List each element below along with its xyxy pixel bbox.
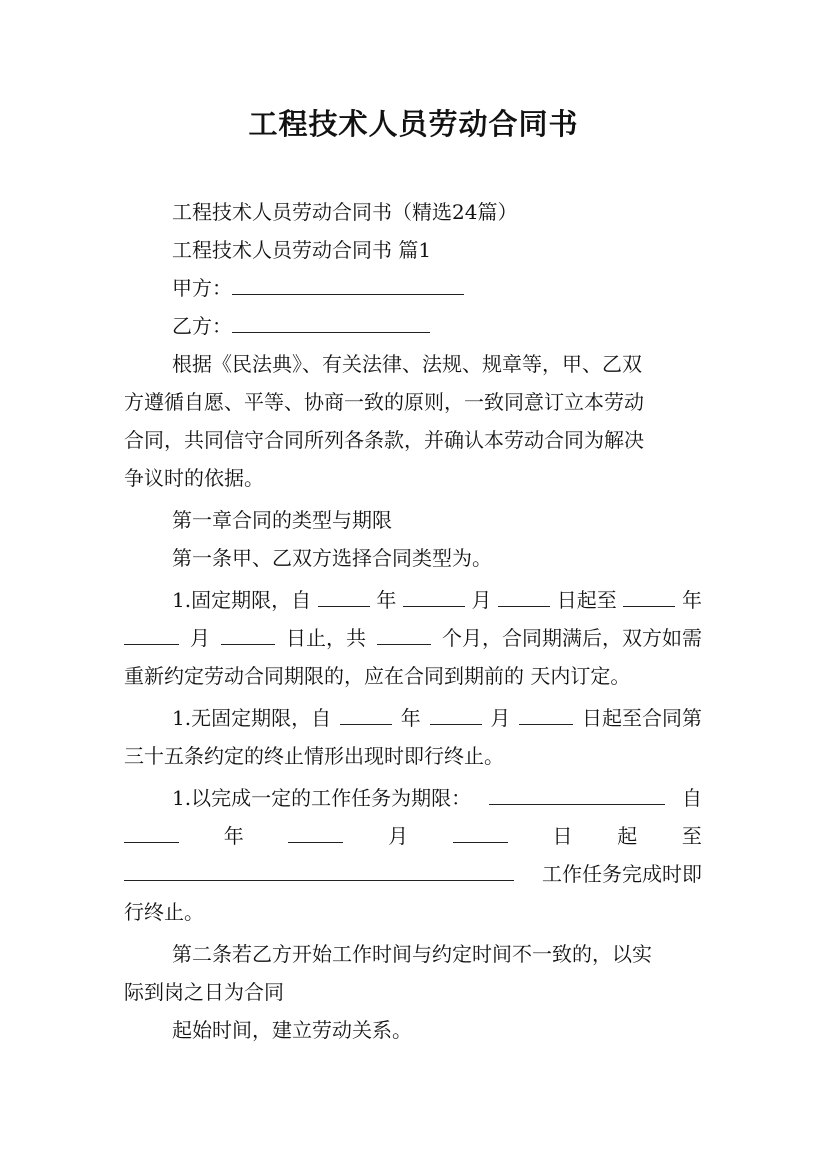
- collection-title: 工程技术人员劳动合同书（精选24篇）: [172, 200, 518, 224]
- fixed-start-day-blank[interactable]: [498, 585, 550, 607]
- document-title: 工程技术人员劳动合同书: [248, 107, 579, 141]
- day-from-to-label: 日起至: [556, 588, 617, 612]
- open-term-text: 1.无固定期限，自: [172, 706, 332, 730]
- party-a-blank[interactable]: [232, 273, 464, 295]
- chapter-heading: 第一章合同的类型与期限: [172, 508, 392, 532]
- preamble-line: 合同，共同信守合同所列各条款，并确认本劳动合同为解决: [124, 428, 644, 452]
- preamble-line: 争议时的依据。: [124, 466, 264, 490]
- fixed-term-text: 1.固定期限，自: [172, 588, 312, 612]
- year-label: 年: [376, 588, 397, 612]
- task-term-line: [124, 859, 702, 889]
- day-until-label: 日止，共: [286, 626, 366, 650]
- from-label: 自: [682, 786, 702, 810]
- task-start-year-blank[interactable]: [124, 821, 179, 843]
- fixed-term-line: [172, 585, 702, 615]
- part-heading: 工程技术人员劳动合同书 篇1: [172, 238, 432, 262]
- task-term-line: 行终止。: [124, 900, 204, 924]
- preamble-line: 方遵循自愿、平等、协商一致的原则，一致同意订立本劳动: [124, 390, 644, 414]
- year-label: 年: [681, 588, 702, 612]
- party-b-line: [172, 311, 702, 341]
- party-b-blank[interactable]: [232, 311, 430, 333]
- task-term-line: [172, 783, 702, 813]
- open-term-text: 日起至合同第: [581, 706, 702, 730]
- year-label: 年: [223, 824, 244, 848]
- open-term-line: [172, 703, 702, 733]
- task-term-text: 工作任务完成时即: [542, 862, 702, 886]
- qi-label: 起: [617, 824, 638, 848]
- task-start-day-blank[interactable]: [453, 821, 508, 843]
- article-1: 第一条甲、乙双方选择合同类型为。: [172, 546, 492, 570]
- month-label: 月: [490, 706, 511, 730]
- fixed-term-line: 重新约定劳动合同期限的，应在合同到期前的 天内订定。: [124, 664, 631, 688]
- task-end-blank[interactable]: [124, 859, 514, 881]
- fixed-end-day-blank[interactable]: [221, 623, 275, 645]
- open-start-year-blank[interactable]: [340, 703, 392, 725]
- year-label: 年: [400, 706, 421, 730]
- fixed-term-line: [124, 623, 702, 653]
- party-a-line: [172, 273, 702, 303]
- fixed-end-month-blank[interactable]: [124, 623, 179, 645]
- day-label: 日: [552, 824, 573, 848]
- month-label: 月: [471, 588, 492, 612]
- task-start-month-blank[interactable]: [288, 821, 343, 843]
- fixed-start-year-blank[interactable]: [318, 585, 370, 607]
- fixed-end-year-blank[interactable]: [623, 585, 675, 607]
- open-start-day-blank[interactable]: [519, 703, 573, 725]
- task-description-blank[interactable]: [489, 783, 665, 805]
- fixed-start-month-blank[interactable]: [403, 585, 465, 607]
- open-term-line: 三十五条约定的终止情形出现时即行终止。: [124, 744, 504, 768]
- month-label: 月: [388, 824, 409, 848]
- task-term-text: 1.以完成一定的工作任务为期限：: [172, 786, 472, 810]
- party-a-label: 甲方：: [172, 276, 232, 300]
- task-term-line: [124, 821, 702, 851]
- fixed-months-blank[interactable]: [377, 623, 431, 645]
- zhi-label: 至: [681, 824, 702, 848]
- preamble-line: 根据《民法典》、有关法律、法规、规章等，甲、乙双: [172, 352, 642, 376]
- article-2-line: 际到岗之日为合同: [124, 980, 284, 1004]
- article-2-line: 第二条若乙方开始工作时间与约定时间不一致的，以实: [172, 942, 652, 966]
- open-start-month-blank[interactable]: [430, 703, 482, 725]
- article-2-line: 起始时间，建立劳动关系。: [172, 1018, 412, 1042]
- month-label: 月: [190, 626, 210, 650]
- party-b-label: 乙方：: [172, 314, 232, 338]
- months-total-text: 个月，合同期满后，双方如需: [442, 626, 702, 650]
